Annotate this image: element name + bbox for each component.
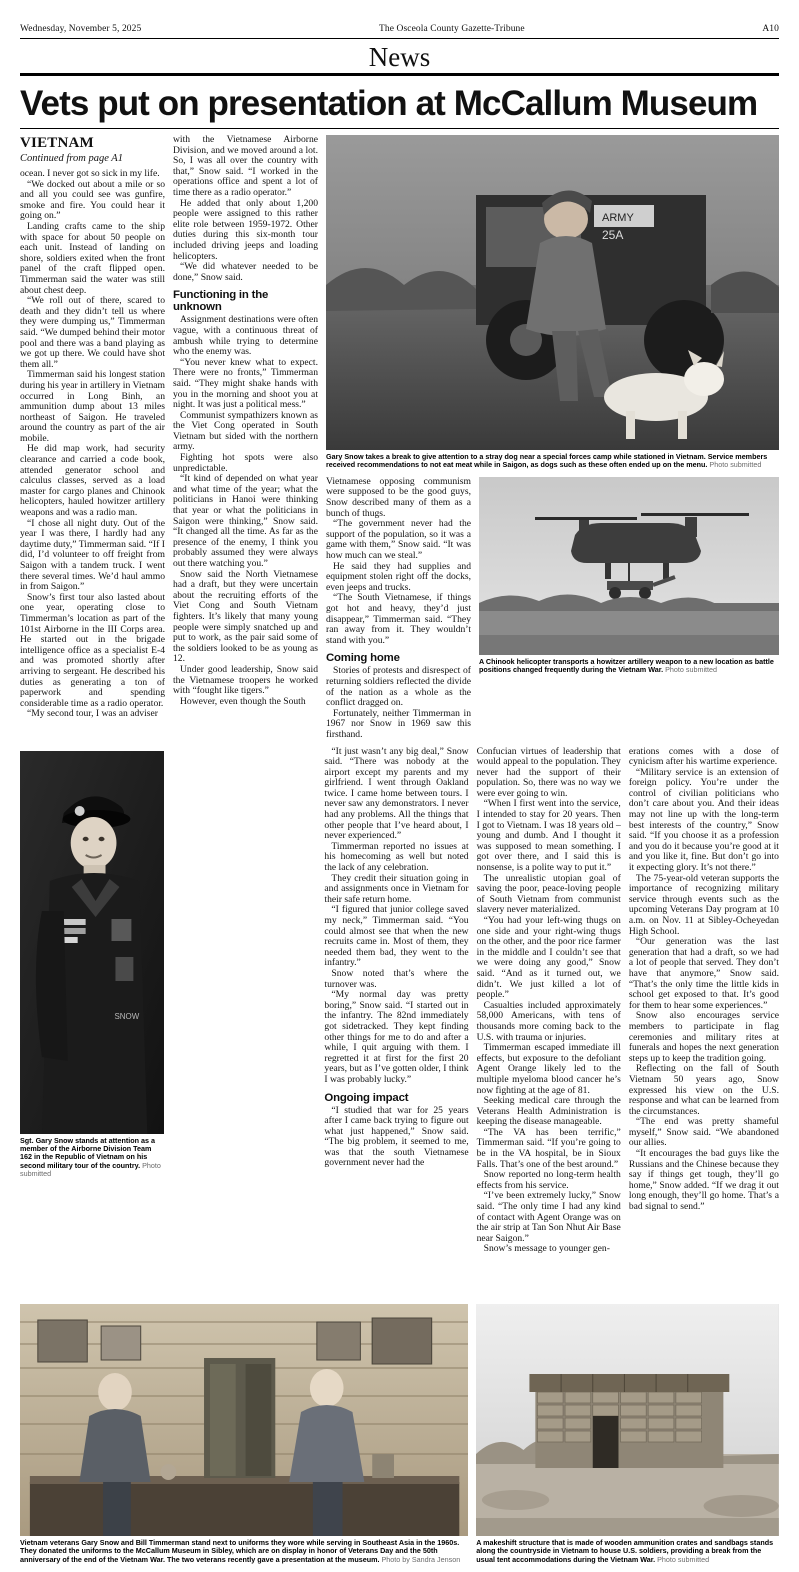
paragraph: Stories of protests and disrespect of returning soldiers reflected the divide of the nation as a whole as the conflict dragged on. bbox=[326, 665, 471, 709]
subhead-ongoing-impact: Ongoing impact bbox=[324, 1091, 409, 1104]
paragraph: “The VA has been terrific,” Timmerman said. “If you’re going to be in the VA hospital, be in Sioux Falls. That’s one of the best around.” bbox=[476, 1126, 621, 1170]
paragraph: Snow said the North Vietnamese had a draft, but they were uncertain about the recruiting efforts of the Viet Cong and South Vietnam fighters. It’s likely that many young people were simply snatched up and put to work, as the pair said some of the soldiers looked to be as young as 12. bbox=[173, 568, 318, 665]
paragraph: He said they had supplies and equipment stolen right off the docks, even jeeps and trucks. bbox=[326, 560, 471, 593]
jump-label: VIETNAM bbox=[20, 135, 94, 152]
paragraph: “Military service is an extension of foreign policy. You’re under the control of civilian politicians who don’t care about you. And their ideas may not line up with the long-term best interests of the country,” Snow said. “If you choose it as a profession and you do it because you’re good at it and you like it, fine. But don’t go into it expecting glory. It’s not there.” bbox=[628, 766, 779, 874]
photo-caption bbox=[479, 658, 779, 675]
photo-credit: Photo submitted bbox=[657, 1554, 710, 1564]
paragraph: Assignment destinations were often vague, with a continuous threat of ambush while trying to determine who the enemy was. bbox=[173, 314, 318, 358]
paragraph: “The South Vietnamese, if things got hot and heavy, they’d just disappear,” Timmerman said. “They ran away from it. They wouldn’t stand with you.” bbox=[326, 592, 471, 646]
paragraph: Confucian virtues of leadership that would appeal to the population. They never had the support of their population. So, there was no way we were ever going to win. bbox=[476, 745, 621, 799]
column-1-photo bbox=[20, 747, 164, 1256]
column-a bbox=[20, 135, 165, 740]
paragraph: with the Vietnamese Airborne Division, and we moved around a lot. So, I was all over the country with that,” Snow said. “I worked in the operations office and spent a lot of time there as a radio operator.” bbox=[173, 134, 318, 198]
paragraph: “I studied that war for 25 years after I came back trying to figure out what just happened,” Snow said. “The big problem, it seemed to me, was that the south Vietnamese government never had the bbox=[324, 1104, 469, 1169]
paragraph: “You never knew what to expect. There were no fronts,” Timmerman said. “They might shake hands with you in the morning and shoot you at night. It was just a political mess.” bbox=[173, 356, 318, 411]
svg-text:SNOW: SNOW bbox=[114, 1011, 140, 1021]
soldier-with-stray-dog-photo bbox=[326, 135, 779, 450]
paragraph: ocean. I never got so sick in my life. bbox=[20, 168, 160, 180]
paragraph: Landing crafts came to the ship with space for about 50 people on each unit. Instead of landing on shore, soldiers exited when the front panel of the craft flipped open. Timmerman said the water was still about chest deep. bbox=[20, 221, 165, 296]
photo-caption bbox=[20, 1137, 164, 1179]
veterans-at-museum-display-photo bbox=[20, 1304, 468, 1536]
paragraph: “We did whatever needed to be done,” Snow said. bbox=[173, 261, 318, 283]
photo-credit: Photo submitted bbox=[665, 665, 718, 675]
caption-text: Vietnam veterans Gary Snow and Bill Timmerman stand next to uniforms they wore while serving in Southeast Asia in the 1960s. They donated the uniforms to the McCallum Museum in Sibley, which are on display in honor of Veterans Day and the 50th anniversary of the end of the Vietnam War. The two veterans recently gave a presentation at the museum. bbox=[20, 1537, 460, 1564]
paragraph: Under good leadership, Snow said the Vietnamese troopers he worked with “fought like tigers.” bbox=[173, 663, 318, 697]
top-photo-column bbox=[326, 135, 779, 740]
paragraph: “I’ve been extremely lucky,” Snow said. “The only time I had any kind of contact with Agent Orange was on the air strip at Tan Son Nhut Air Base near Saigon.” bbox=[476, 1190, 621, 1244]
section-rule bbox=[20, 73, 779, 76]
photo-caption bbox=[326, 453, 779, 470]
paragraph: “The government never had the support of the population, so it was a game with them,” Snow said. “It was how much can we steal.” bbox=[326, 518, 471, 561]
paragraph: “It kind of depended on what year and what time of the year; what the politicians in Hanoi were thinking that year or what the politicians in Saigon were thinking,” Snow said. “It changed all the time. As far as the presence of the enemy, I think you probably assumed they were always out there watching you.” bbox=[173, 473, 318, 569]
paragraph: Timmerman reported no issues at his homecoming as well but noted the lack of any celebration. bbox=[324, 840, 469, 874]
paragraph: Snow reported no long-term health effects from his service. bbox=[476, 1169, 621, 1191]
paragraph: Snow also encourages service members to participate in flag ceremonies and military rites at funerals and hopes the next generation steps up to keep the tradition going. bbox=[628, 1010, 779, 1064]
mid-section bbox=[20, 747, 779, 1256]
masthead-paper-name: The Osceola County Gazette-Tribune bbox=[378, 24, 525, 34]
paragraph: “You had your left-wing thugs on one side and your right-wing thugs on the other, and the poor rice farmer in the middle and I couldn’t see that we were doing any good,” Snow said. “And as it turned out, we didn’t. We just killed a lot of people.” bbox=[476, 915, 621, 1001]
masthead-rule bbox=[20, 38, 779, 39]
caption-text: A Chinook helicopter transports a howitzer artillery weapon to a new location as battle positions changed frequently during the Vietnam War. bbox=[479, 656, 774, 675]
paragraph: erations comes with a dose of cynicism after his wartime experience. bbox=[628, 745, 779, 768]
paragraph: “When I first went into the service, I intended to stay for 20 years. Then I got to Vietnam. I was 18 years old – young and dumb. And I thought it was supposed to mean something. I got over there, and I said this is nonsense, is a polite way to put it.” bbox=[476, 798, 621, 874]
column-3 bbox=[324, 747, 468, 1256]
paragraph: “I figured that junior college saved my neck,” Timmerman said. “You could almost see that when the new recruits came in. Most of them, they needed them bad, they went to the infantry.” bbox=[324, 904, 469, 969]
paragraph: Seeking medical care through the Veterans Health Administration is keeping the disease manageable. bbox=[476, 1095, 621, 1128]
paragraph: Snow noted that’s where the turnover was. bbox=[324, 967, 469, 990]
subhead-functioning-in-the-unknown: Functioning in the unknown bbox=[173, 289, 269, 314]
headline-rule bbox=[20, 128, 779, 129]
chinook-row bbox=[326, 477, 779, 741]
chinook-helicopter-photo bbox=[479, 477, 779, 655]
sandbag-bunker-structure-photo bbox=[476, 1304, 779, 1536]
masthead-page-number: A10 bbox=[762, 24, 779, 34]
photo-caption bbox=[20, 1539, 468, 1564]
svg-text:ARMY: ARMY bbox=[602, 212, 634, 225]
jump-continued-line: Continued from page A1 bbox=[20, 153, 123, 165]
column-4 bbox=[477, 747, 621, 1256]
paragraph: “We roll out of there, scared to death and they didn’t tell us where they were dumping us,” Timmerman said. “We dumped behind their motor pool and there was a band playing as we got up there. We could have shot them all.” bbox=[20, 295, 165, 370]
sgt-gary-snow-portrait-photo bbox=[20, 751, 164, 1134]
paragraph: They credit their situation going in and assignments once in Vietnam for their safe return home. bbox=[324, 872, 469, 905]
paragraph: Timmerman said his longest station during his year in artillery in Vietnam occurred in Long Binh, an ammunition dump about 13 miles northeast of Saigon. He traveled around the country as part of the air mobile. bbox=[20, 369, 165, 444]
paragraph: He added that only about 1,200 people were assigned to this rather elite role between 1959-1972. Other duties during this six-month tour included driving jeeps and loading helicopters. bbox=[173, 197, 318, 262]
paragraph: Reflecting on the fall of South Vietnam 50 years ago, Snow expressed his view on the U.S. response and what can be learned from the circumstances. bbox=[628, 1063, 779, 1117]
caption-text: Gary Snow takes a break to give attention to a stray dog near a special forces camp while stationed in Vietnam. Service members received recommendations to not eat meat while in Saigon, as dogs such as these often ended up on the menu. bbox=[326, 452, 768, 470]
paragraph: Fighting hot spots were also unpredictable. bbox=[173, 452, 318, 474]
paragraph: “The end was pretty shameful myself,” Snow said. “We abandoned our allies. bbox=[628, 1116, 779, 1149]
paragraph: “My second tour, I was an adviser bbox=[27, 708, 158, 720]
paragraph: “I chose all night duty. Out of the year I was there, I hardly had any daytime duty,” Timmerman said. “If I did, I’d volunteer to off freight from Saigon with a tandem truck. I went there several times. We’d haul ammo in from Saigon.” bbox=[20, 517, 165, 593]
subhead-coming-home: Coming home bbox=[326, 652, 400, 665]
column-c-top bbox=[326, 477, 471, 741]
photo-credit: Photo submitted bbox=[20, 1160, 161, 1179]
paragraph: Timmerman escaped immediate ill effects, but exposure to the defoliant Agent Orange likely led to the multiple myeloma blood cancer he’s now fighting at the age of 81. bbox=[476, 1042, 621, 1096]
masthead bbox=[20, 24, 779, 34]
paragraph: Snow’s message to younger gen- bbox=[483, 1243, 610, 1255]
column-b bbox=[173, 135, 318, 740]
photo-credit: Photo submitted bbox=[709, 460, 762, 470]
paragraph: The unrealistic utopian goal of saving the poor, peace-loving people of South Vietnam from communist slavery never materialized. bbox=[476, 872, 621, 916]
chinook-photo-column bbox=[479, 477, 779, 741]
paragraph: “It encourages the bad guys like the Russians and the Chinese because they say if things get tough, they’ll go home,” Snow added. “If we drag it out long enough, they’ll go home. That’s a bad signal to send.” bbox=[628, 1148, 779, 1213]
bunker-photo-column bbox=[476, 1304, 779, 1564]
svg-text:25A: 25A bbox=[602, 228, 624, 243]
section-title: News bbox=[368, 42, 431, 72]
paragraph: Casualties included approximately 58,000 Americans, with tens of thousands more coming back to the U.S. with trauma or injuries. bbox=[476, 999, 621, 1043]
paragraph: “We docked out about a mile or so and all you could see was gunfire, smoke and fire. You could hear it going on.” bbox=[20, 178, 165, 222]
caption-text: Sgt. Gary Snow stands at attention as a member of the Airborne Division Team 162 in the Republic of Vietnam on his second military tour of the country. bbox=[20, 1135, 155, 1170]
paragraph: “My normal day was pretty boring,” Snow said. “I started out in the infantry. The 82nd immediately got sidetracked. They kept finding other things for me to do and after a while, I quit arguing with them. I regretted it at first for the first 20 years, but as I’ve gotten older, I think I was probably lucky.” bbox=[324, 989, 469, 1085]
paragraph: He did map work, had security clearance and carried a code book, attended generator school and calculus classes, served as a load master for cargo planes and Chinook helicopters, hauled howitzer artillery weapons and was a radio man. bbox=[20, 443, 165, 519]
photo-credit: Photo by Sandra Jenson bbox=[381, 1554, 461, 1564]
paragraph: The 75-year-old veteran supports the importance of recognizing military service through events such as the upcoming Veterans Day program at 10 a.m. on Nov. 11 at Sibley-Ocheyedan High School. bbox=[628, 872, 779, 937]
paragraph: However, even though the South bbox=[180, 695, 306, 707]
column-5 bbox=[629, 747, 779, 1256]
top-section bbox=[20, 135, 779, 740]
museum-photo-column bbox=[20, 1304, 468, 1564]
bottom-section bbox=[20, 1304, 779, 1564]
paragraph: “Our generation was the last generation that had a draft, so we had a lot of people that served. They don’t have that anymore,” Snow said. “That’s the only time the little kids in school get exposed to that. It’s good for them to hear some experiences.” bbox=[628, 936, 779, 1011]
paragraph: Fortunately, neither Timmerman in 1967 nor Snow in 1969 saw this firsthand. bbox=[326, 707, 471, 740]
page-title: Vets put on presentation at McCallum Museum bbox=[20, 84, 758, 124]
paragraph: Communist sympathizers known as the Viet Cong operated in South Vietnam but sided with the northern army. bbox=[173, 409, 318, 453]
caption-text: A makeshift structure that is made of wooden ammunition crates and sandbags stands along the countryside in Vietnam to house U.S. soldiers, providing a break from the usual tent accommodations during the Vietnam War. bbox=[476, 1537, 774, 1564]
photo-caption bbox=[476, 1539, 779, 1564]
paragraph: Snow’s first tour also lasted about one year, operating close to Timmerman’s location as part of the 101st Airborne in the III Corps area. He started out in the brigade intelligence office as a specialist E-4 and was promoted shortly after arriving to sergeant. He described his duties as generating a ton of paperwork and spending considerable time as a radio operator. bbox=[20, 591, 165, 709]
paragraph: “It just wasn’t any big deal,” Snow said. “There was nobody at the airport except my parents and my girlfriend. I went through Oakland twice. I came home between tours. I never saw any demonstrators. I never had any problems. All the things that other people that I’ve heard about, I never experienced.” bbox=[324, 745, 469, 842]
paragraph: Vietnamese opposing communism were supposed to be the good guys, Snow described many of them as a bunch of thugs. bbox=[326, 475, 471, 519]
masthead-date: Wednesday, November 5, 2025 bbox=[20, 24, 142, 34]
